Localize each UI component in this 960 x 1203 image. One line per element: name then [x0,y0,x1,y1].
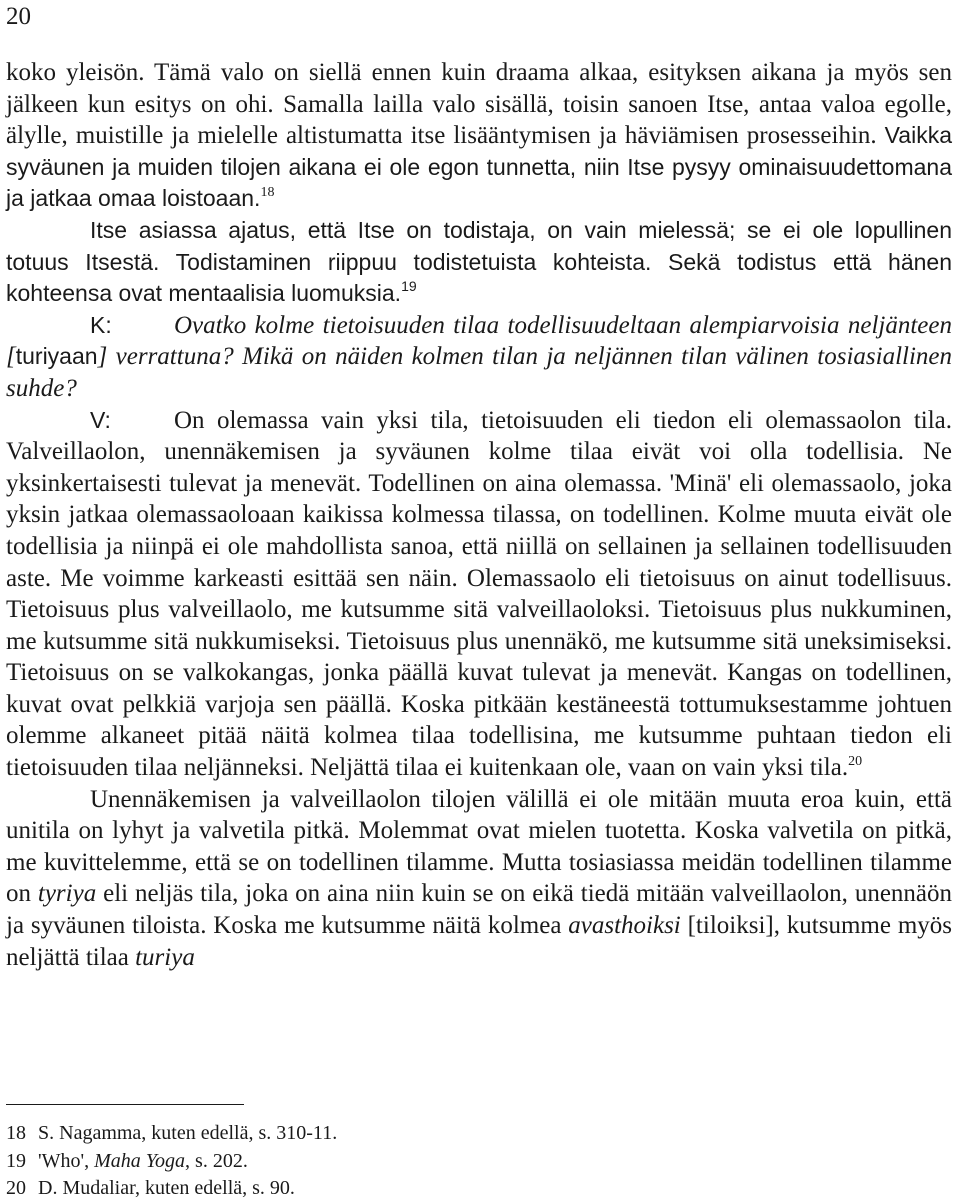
footnote-text: D. Mudaliar, kuten edellä, s. 90. [38,1177,295,1199]
question [6,310,952,405]
question-text-b: ] verrattuna? Mikä on näiden kolmen tilan ja neljännen tilan välinen tosiasiallinen suhde? [6,343,952,402]
paragraph-1-sans-text: Vaikka syväunen ja muiden tilojen aikana ei ole egon tunnetta, niin Itse pysyy ominaisuudettomana ja jatkaa omaa loistoaan. [6,122,952,212]
paragraph-1-text: koko yleisön. Tämä valo on siellä ennen kuin draama alkaa, esityksen aikana ja myös sen jälkeen kun esitys on ohi. Samalla lailla valo sisällä, toisin sanoen Itse, antaa valoa egolle, älylle, muistille ja mielelle altistumatta itse lisääntymisen ja häviämisen prosesseihin. [6,59,952,150]
paragraph-3-text-b: eli neljäs tila, joka on aina niin kuin se on eikä tiedä mitään valveillaolon, unennäön ja syväunen tiloista. Koska me kutsumme näitä kolmea [6,880,953,940]
footnote-ref-19: 19 [401,278,417,295]
footnote-ref-18: 18 [260,185,275,201]
question-text-a: Ovatko kolme tietoisuuden tilaa todellisuudeltaan alempiarvoisia neljänteen [ [6,311,952,371]
footnote-number: 18 [6,1122,26,1144]
answer [6,405,952,784]
footnote-19 [6,1148,906,1176]
paragraph-3-em-avasthoiksi: avasthoiksi [568,912,681,940]
paragraph-2 [6,215,952,310]
footnote-text: S. Nagamma, kuten edellä, s. 310-11. [38,1122,338,1144]
footnote-number: 20 [6,1177,26,1199]
answer-label: V: [90,406,111,433]
footnote-text: 'Who', [38,1149,95,1172]
question-turiyaan: turiyaan [15,343,98,370]
footnote-divider [6,1104,244,1105]
footnotes [6,1120,906,1203]
footnote-18 [6,1120,906,1148]
page-number: 20 [6,3,31,30]
footnote-ref-20: 20 [848,754,863,770]
paragraph-3-em-turiya: turiya [135,943,195,971]
footnote-number: 19 [6,1149,26,1172]
paragraph-3-em-tyriya: tyriya [37,880,97,908]
footnote-text-tail: , s. 202. [185,1149,248,1172]
paragraph-2-text: Itse asiassa ajatus, että Itse on todistaja, on vain mielessä; se ei ole lopullinen totuus Itsestä. Todistaminen riippuu todistetuista kohteista. Sekä todistus että hänen kohteensa ovat mentaalisia luomuksia. [6,216,952,307]
body-text [6,57,952,973]
paragraph-3-text-c: [tiloiksi], kutsumme myös neljättä tilaa [6,912,952,971]
footnote-20 [6,1175,906,1203]
question-label: K: [90,311,112,338]
footnote-title: Maha Yoga [94,1149,186,1172]
paragraph-3-text-a: Unennäkemisen ja valveillaolon tilojen välillä ei ole mitään muuta eroa kuin, että unitila on lyhyt ja valvetila pitkä. Molemmat ovat mielen tuotetta. Koska valvetila on pitkä, me kuvittelemme, että se on todellinen tilamme. Mutta tosiasiassa meidän todellinen tilamme on [6,785,952,908]
answer-text: On olemassa vain yksi tila, tietoisuuden eli tiedon eli olemassaolon tila. Valveillaolon, unennäkemisen ja syväunen kolme tilaa eivät voi olla todellisia. Ne yksinkertaisesti tulevat ja menevät. Todellinen on aina olemassa. 'Minä' eli olemassaolo, joka yksin jatkaa olemassaoloaan kaikissa kolmessa tilassa, on todellinen. Kolme muuta eivät ole todellisia ja niinpä ei ole mahdollista sanoa, että niillä on sellainen ja sellainen todellisuuden aste. Me voimme karkeasti esittää sen näin. Olemassaolo eli tietoisuus on ainut todellisuus. Tietoisuus plus valveillaolo, me kutsumme sitä valveillaoloksi. Tietoisuus plus nukkuminen, me kutsumme sitä nukkumiseksi. Tietoisuus plus unennäkö, me kutsumme sitä uneksimiseksi. Tietoisuus on se valkokangas, jonka päällä kuvat tulevat ja menevät. Kangas on todellinen, kuvat ovat pelkkiä varjoja sen päällä. Koska pitkään kestäneestä tottumuksestamme johtuen olemme alkaneet pitää näitä kolmea tilaa todellisina, me kutsumme puhtaan tiedon eli tietoisuuden tilaa neljänneksi. Neljättä tilaa ei kuitenkaan ole, vaan on vain yksi tila. [6,406,952,782]
paragraph-3 [6,784,952,974]
paragraph-1 [6,57,952,215]
